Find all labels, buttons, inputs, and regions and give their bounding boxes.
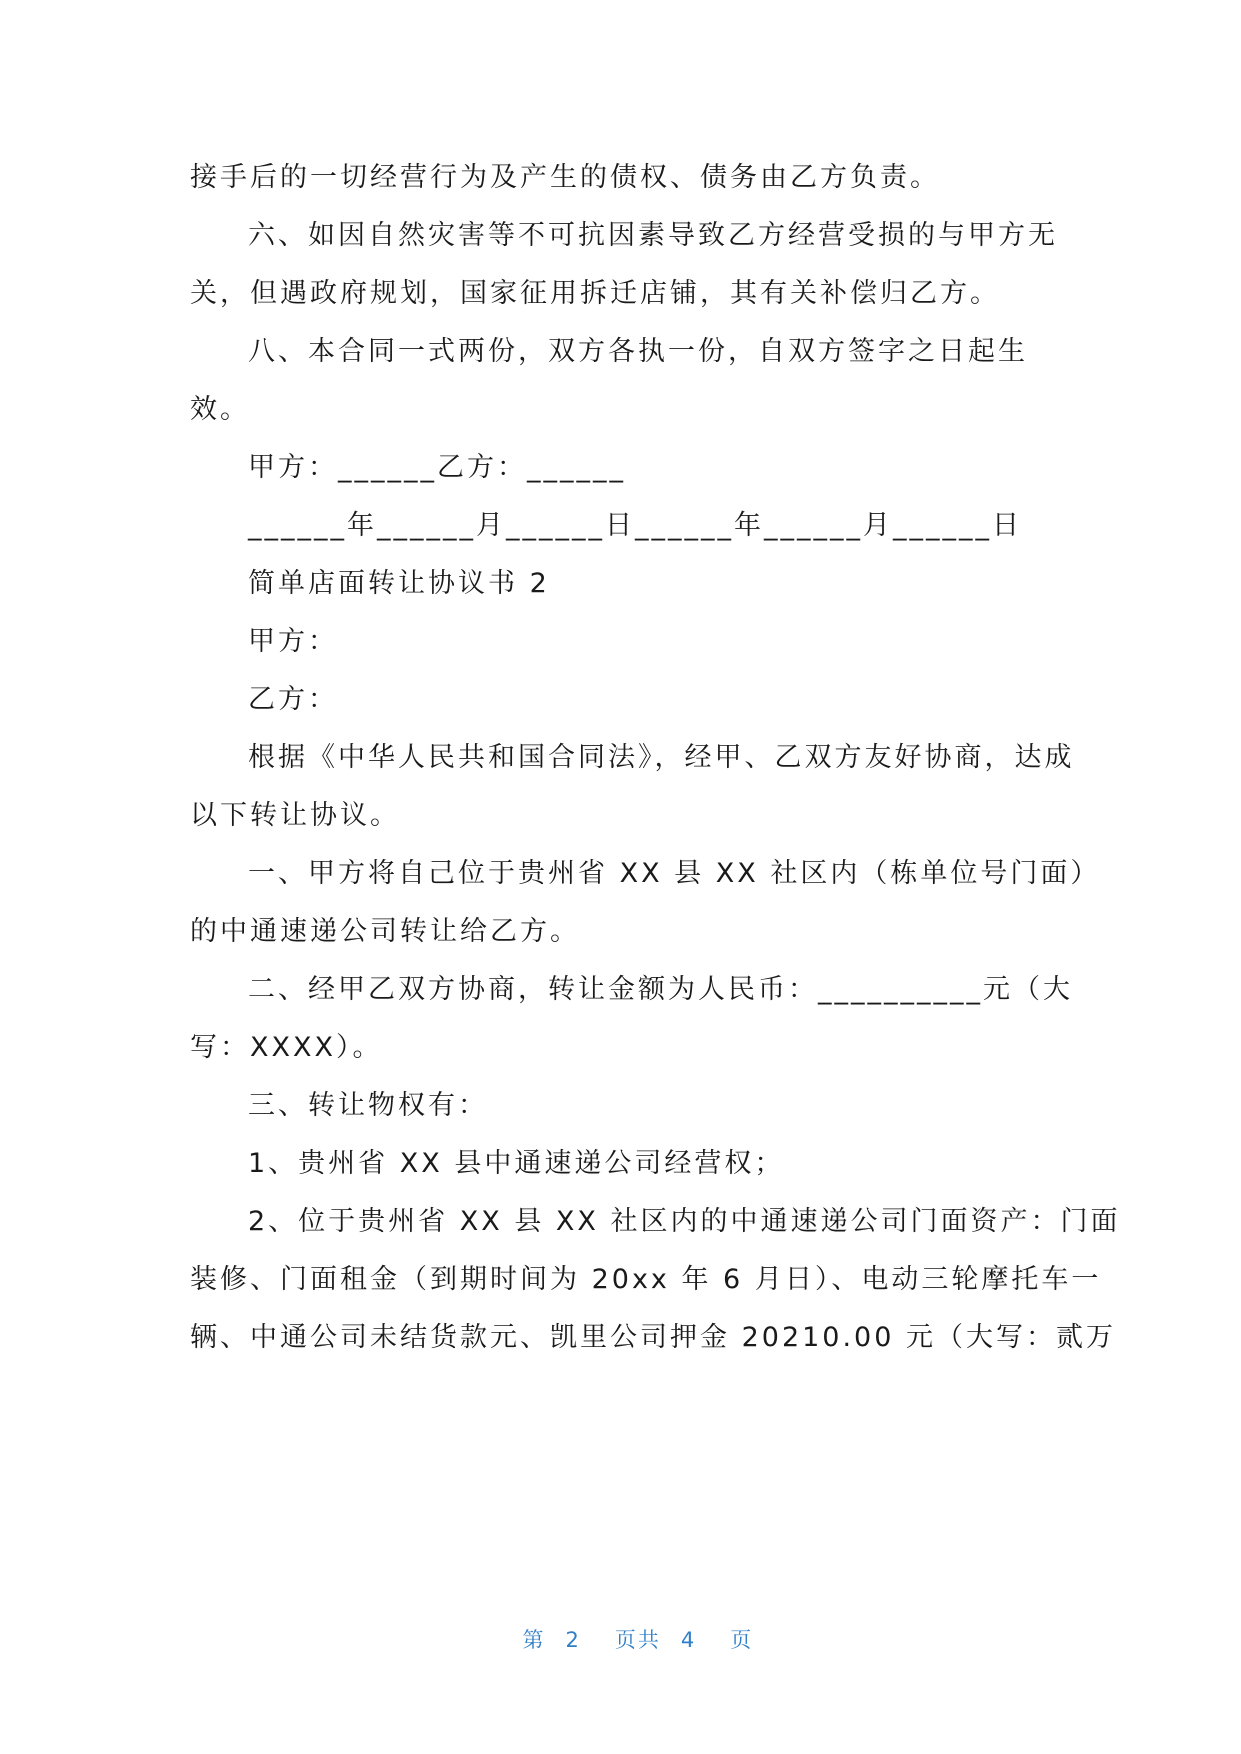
paragraph-line: 三、转让物权有： [248,1090,488,1121]
signature-line: 甲方：______乙方：______ [248,452,626,483]
party-a-label: 甲方： [248,626,338,657]
paragraph-line: 关，但遇政府规划，国家征用拆迁店铺，其有关补偿归乙方。 [190,278,1000,309]
party-b-label: 乙方： [248,684,338,715]
paragraph-line: 以下转让协议。 [190,800,400,831]
footer-middle: 页共 [614,1628,661,1652]
paragraph-line: 一、甲方将自己位于贵州省 XX 县 XX 社区内（栋单位号门面） [248,858,1101,889]
paragraph-line: 辆、中通公司未结货款元、凯里公司押金 20210.00 元（大写：贰万 [190,1322,1116,1353]
paragraph-line: 的中通速递公司转让给乙方。 [190,916,580,947]
list-item: 2、位于贵州省 XX 县 XX 社区内的中通速递公司门面资产：门面 [248,1206,1121,1237]
paragraph-line: 二、经甲乙双方协商，转让金额为人民币：__________元（大 [248,974,1073,1005]
page-footer [0,1600,1241,1678]
footer-current-page: 2 [565,1628,581,1652]
paragraph-line: 根据《中华人民共和国合同法》，经甲、乙双方友好协商，达成 [248,742,1075,773]
footer-prefix: 第 [522,1628,546,1652]
list-item: 1、贵州省 XX 县中通速递公司经营权； [248,1148,785,1179]
paragraph-line: 效。 [190,394,250,425]
footer-suffix: 页 [730,1628,754,1652]
paragraph-line: 装修、门面租金（到期时间为 20xx 年 6 月日）、电动三轮摩托车一 [190,1264,1102,1295]
paragraph-line: 接手后的一切经营行为及产生的债权、债务由乙方负责。 [190,162,940,193]
paragraph-line: 写：XXXX）。 [190,1032,383,1063]
section-title: 简单店面转让协议书 2 [248,568,550,599]
paragraph-line: 八、本合同一式两份，双方各执一份，自双方签字之日起生 [248,336,1028,367]
date-line: ______年______月______日______年______月______日 [248,510,1022,541]
footer-total-pages: 4 [680,1628,697,1652]
paragraph-line: 六、如因自然灾害等不可抗因素导致乙方经营受损的与甲方无 [248,220,1058,251]
